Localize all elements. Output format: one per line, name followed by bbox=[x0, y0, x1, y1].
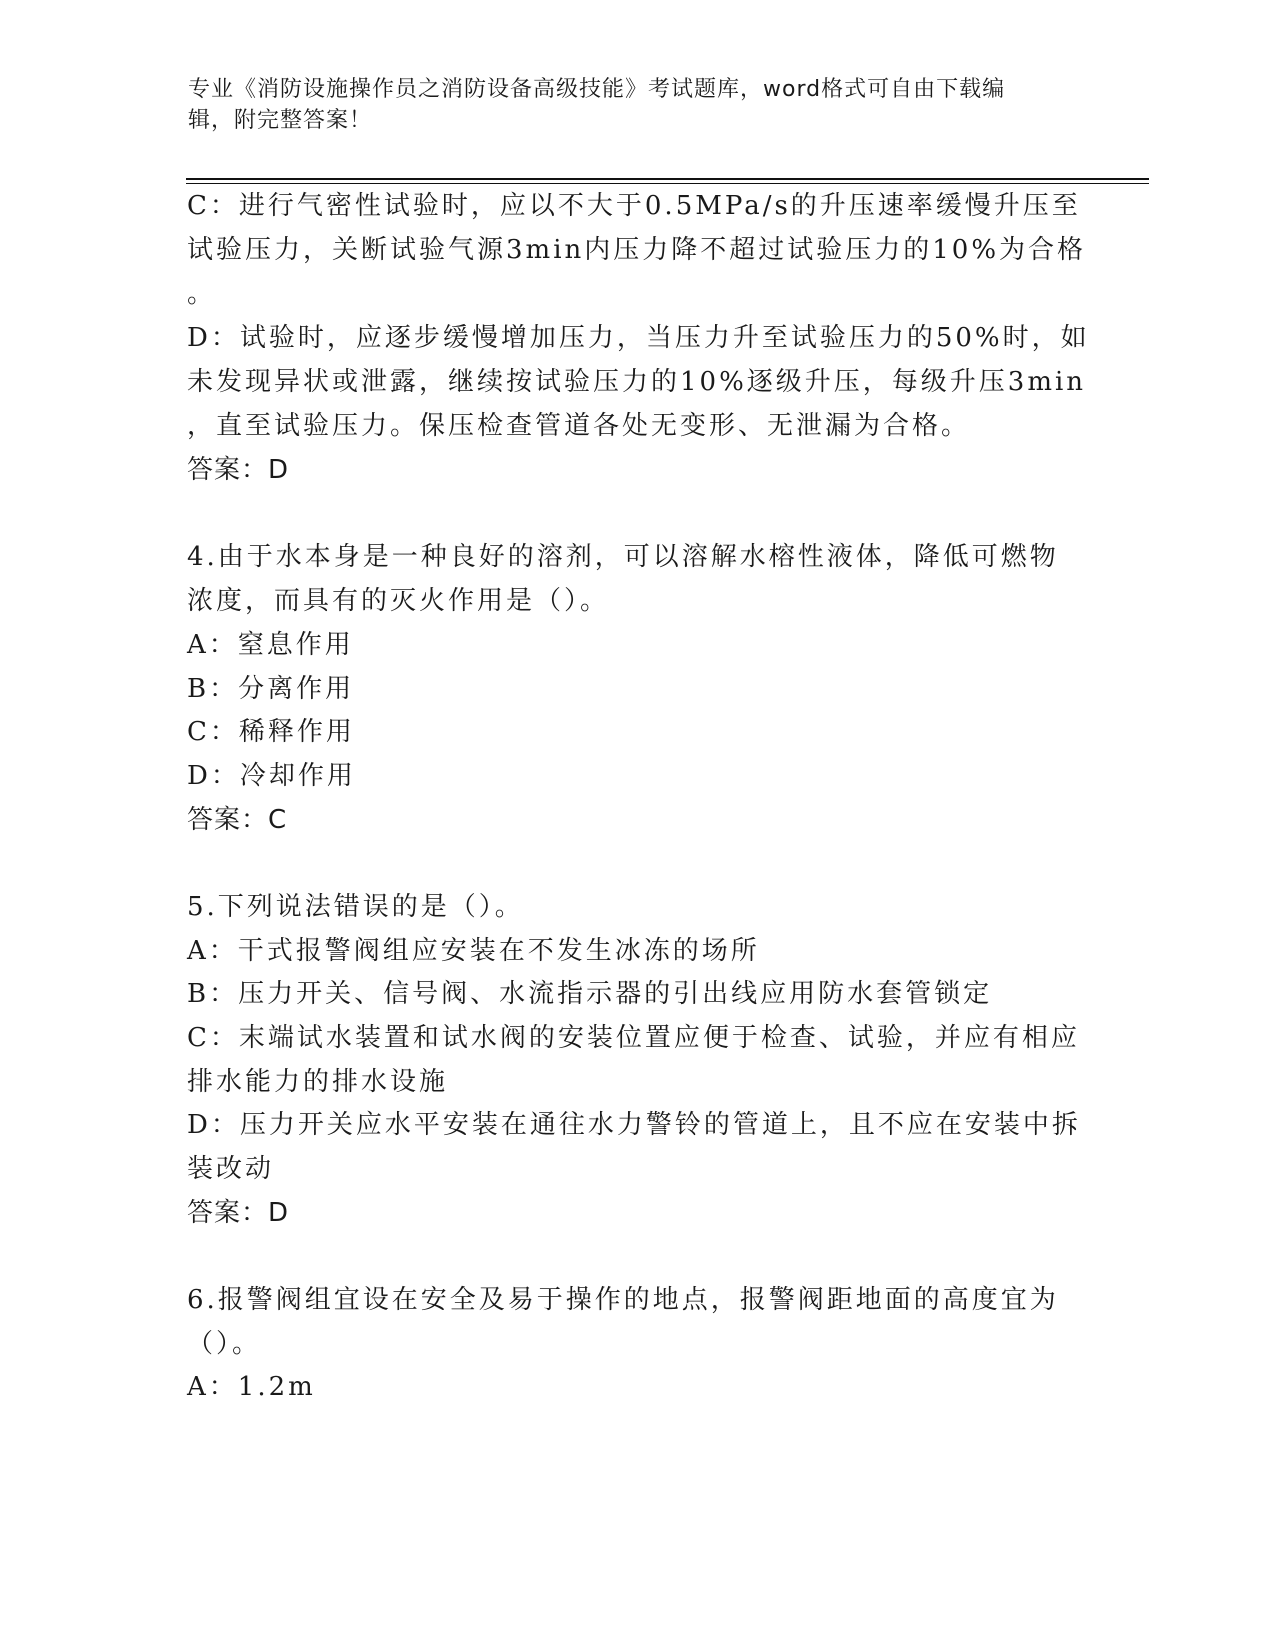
q5-answer: 答案：D bbox=[187, 1198, 290, 1228]
q5-option-b: B：压力开关、信号阀、水流指示器的引出线应用防水套管锁定 bbox=[187, 979, 993, 1009]
q6-option-a: A：1.2m bbox=[187, 1372, 316, 1402]
q6-question-line-2: （）。 bbox=[187, 1329, 262, 1359]
q4-option-a: A：窒息作用 bbox=[187, 630, 354, 660]
q3-option-d-line-3: ，直至试验压力。保压检查管道各处无变形、无泄漏为合格。 bbox=[187, 411, 971, 441]
q4-question-line-2: 浓度，而具有的灭火作用是（）。 bbox=[187, 586, 610, 616]
q5-option-c-line-2: 排水能力的排水设施 bbox=[187, 1067, 449, 1097]
header-line-1: 专业《消防设施操作员之消防设备高级技能》考试题库，word格式可自由下载编 bbox=[188, 77, 1006, 102]
document-header bbox=[188, 74, 1088, 136]
q3-option-d-line-1: D：试验时，应逐步缓慢增加压力，当压力升至试验压力的50%时，如 bbox=[187, 323, 1090, 353]
q4-question-line-1: 4.由于水本身是一种良好的溶剂，可以溶解水榕性液体，降低可燃物 bbox=[187, 542, 1059, 572]
q6-question-line-1: 6.报警阀组宜设在安全及易于操作的地点，报警阀距地面的高度宜为 bbox=[187, 1285, 1059, 1315]
q5-question: 5.下列说法错误的是（）。 bbox=[187, 892, 524, 922]
q3-option-c-line-1: C：进行气密性试验时，应以不大于0.5MPa/s的升压速率缓慢升压至 bbox=[187, 191, 1081, 221]
q5-option-d-line-1: D：压力开关应水平安装在通往水力警铃的管道上，且不应在安装中拆 bbox=[187, 1110, 1081, 1140]
q3-option-c-line-2: 试验压力，关断试验气源3min内压力降不超过试验压力的10%为合格 bbox=[187, 235, 1087, 265]
q5-option-d-line-2: 装改动 bbox=[187, 1154, 275, 1184]
q5-option-c-line-1: C：末端试水装置和试水阀的安装位置应便于检查、试验，并应有相应 bbox=[187, 1023, 1080, 1053]
header-line-2: 辑，附完整答案！ bbox=[188, 108, 373, 133]
header-rule-thin bbox=[186, 183, 1149, 184]
q4-option-c: C：稀释作用 bbox=[187, 717, 355, 747]
q3-answer: 答案：D bbox=[187, 455, 290, 485]
q4-option-b: B：分离作用 bbox=[187, 674, 355, 704]
q5-option-a: A：干式报警阀组应安装在不发生冰冻的场所 bbox=[187, 936, 760, 966]
q3-option-c-line-3: 。 bbox=[187, 279, 217, 309]
q4-option-d: D：冷却作用 bbox=[187, 761, 356, 791]
q4-answer: 答案：C bbox=[187, 805, 288, 835]
header-rule-thick bbox=[186, 178, 1149, 180]
q3-option-d-line-2: 未发现异状或泄露，继续按试验压力的10%逐级升压，每级升压3min bbox=[187, 367, 1087, 397]
